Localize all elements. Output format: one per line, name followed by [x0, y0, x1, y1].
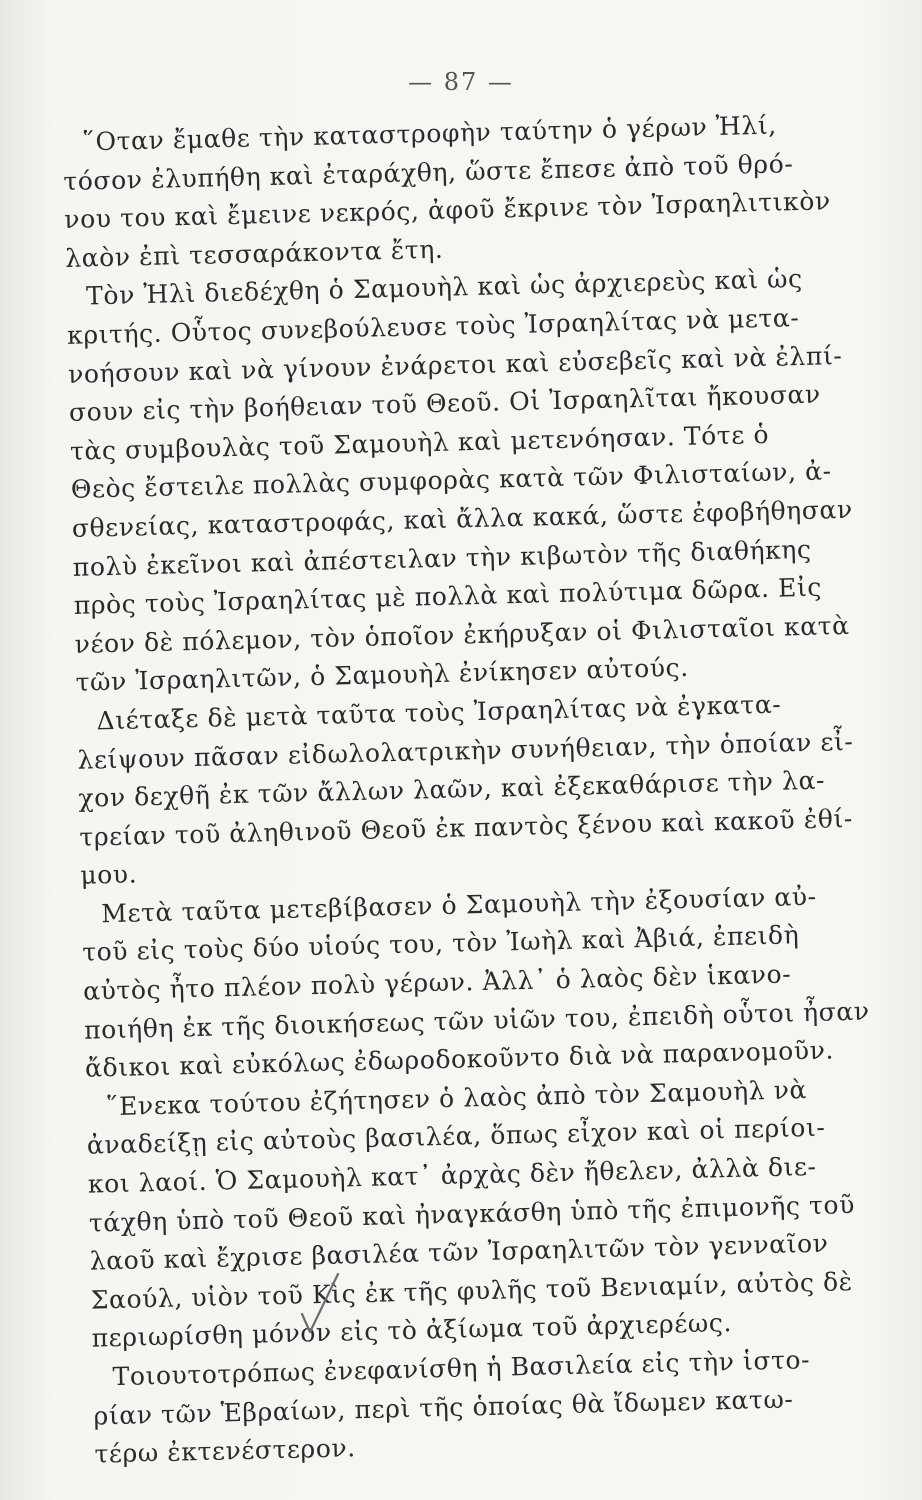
text-line: νοήσουν καὶ νὰ γίνουν ἐνάρετοι καὶ εὐσεβεῖς καὶ νὰ ἐλπί-: [67, 340, 843, 389]
text-line: λείψουν πᾶσαν εἰδωλολατρικὴν συνήθειαν, τὴν ὁποίαν εἶ-: [77, 726, 854, 775]
text-line: χον δεχθῆ ἐκ τῶν ἄλλων λαῶν, καὶ ἐξεκαθάρισε τὴν λα-: [78, 765, 826, 813]
text-line: κοι λαοί. Ὁ Σαμουὴλ κατ᾿ ἀρχὰς δὲν ἤθελεν, ἀλλὰ διε-: [87, 1151, 817, 1199]
text-line: Μετὰ ταῦτα μετεβίβασεν ὁ Σαμουὴλ τὴν ἐξουσίαν αὐ-: [100, 881, 817, 929]
text-line: τὰς συμβουλὰς τοῦ Σαμουὴλ καὶ μετενόησαν. Τότε ὁ: [69, 419, 770, 466]
text-line: Σαούλ, υἱὸν τοῦ Κὶς ἐκ τῆς φυλῆς τοῦ Βενιαμίν, αὐτὸς δὲ: [90, 1266, 854, 1315]
text-line: μου.: [80, 859, 138, 891]
text-line: ποιήθη ἐκ τῆς διοικήσεως τῶν υἱῶν του, ἐπειδὴ οὗτοι ἦσαν: [83, 996, 870, 1045]
body-text: [62, 106, 870, 1474]
text-line: σουν εἰς τὴν βοήθειαν τοῦ Θεοῦ. Οἱ Ἰσραηλῖται ἤκουσαν: [68, 379, 822, 428]
text-line: λαὸν ἐπὶ τεσσαράκοντα ἔτη.: [64, 234, 444, 273]
text-line: τόσον ἐλυπήθη καὶ ἐταράχθη, ὥστε ἔπεσε ἀπὸ τοῦ θρό-: [63, 148, 794, 196]
text-line: Τὸν Ἠλὶ διεδέχθη ὁ Σαμουὴλ καὶ ὡς ἀρχιερεὺς καὶ ὡς: [85, 264, 804, 311]
text-line: τῶν Ἰσραηλιτῶν, ὁ Σαμουὴλ ἐνίκησεν αὐτούς.: [75, 653, 690, 698]
text-line: λαοῦ καὶ ἔχρισε βασιλέα τῶν Ἰσραηλιτῶν τὸν γενναῖον: [89, 1228, 829, 1276]
text-line: Τοιουτοτρόπως ἐνεφανίσθη ἡ Βασιλεία εἰς τὴν ἱστο-: [112, 1345, 811, 1392]
text-line: περιωρίσθη μόνον εἰς τὸ ἀξίωμα τοῦ ἀρχιερέως.: [91, 1308, 733, 1354]
text-line: πολὺ ἐκεῖνοι καὶ ἀπέστειλαν τὴν κιβωτὸν τῆς διαθήκης: [72, 534, 812, 582]
text-line: Θεὸς ἔστειλε πολλὰς συμφορὰς κατὰ τῶν Φιλισταίων, ἀ-: [70, 456, 832, 505]
text-line: πρὸς τοὺς Ἰσραηλίτας μὲ πολλὰ καὶ πολύτιμα δῶρα. Εἰς: [73, 572, 823, 620]
pencil-check-mark-icon: [298, 1270, 342, 1340]
text-line: κριτής. Οὗτος συνεβούλευσε τοὺς Ἰσραηλίτας νὰ μετα-: [66, 303, 800, 350]
page-number: — 87 —: [408, 68, 514, 96]
text-line: τέρω ἐκτενέστερον.: [94, 1433, 357, 1469]
text-line: ρίαν τῶν Ἑβραίων, περὶ τῆς ὁποίας θὰ ἴδωμεν κατω-: [93, 1384, 794, 1431]
text-line: νέον δὲ πόλεμον, τὸν ὁποῖον ἐκήρυξαν οἱ Φιλισταῖοι κατὰ: [74, 610, 850, 659]
text-line: νου του καὶ ἔμεινε νεκρός, ἀφοῦ ἔκρινε τὸν Ἰσραηλιτικὸν: [63, 186, 832, 235]
text-line: τοῦ εἰς τοὺς δύο υἱούς του, τὸν Ἰωὴλ καὶ Ἀβιά, ἐπειδὴ: [81, 920, 800, 968]
text-line: Διέταξε δὲ μετὰ ταῦτα τοὺς Ἰσραηλίτας νὰ ἐγκατα-: [96, 689, 782, 736]
text-line: ῞Οταν ἔμαθε τὴν καταστροφὴν ταύτην ὁ γέρων Ἠλί,: [82, 110, 778, 157]
text-line: τάχθη ὑπὸ τοῦ Θεοῦ καὶ ἠναγκάσθη ὑπὸ τῆς ἐπιμονῆς τοῦ: [88, 1189, 856, 1238]
text-line: σθενείας, καταστροφάς, καὶ ἄλλα κακά, ὥστε ἐφοβήθησαν: [71, 494, 854, 543]
text-line: ἀναδείξῃ εἰς αὐτοὺς βασιλέα, ὅπως εἶχον καὶ οἱ περίοι-: [86, 1113, 826, 1161]
text-line: ἄδικοι καὶ εὐκόλως ἐδωροδοκοῦντο διὰ νὰ παρανομοῦν.: [84, 1035, 835, 1083]
text-line: αὐτὸς ἦτο πλέον πολὺ γέρων. Ἀλλ᾿ ὁ λαὸς δὲν ἱκανο-: [82, 959, 792, 1006]
text-line: τρείαν τοῦ ἀληθινοῦ Θεοῦ ἐκ παντὸς ξένου καὶ κακοῦ ἐθί-: [79, 803, 854, 852]
text-line: ῞Ενεκα τούτου ἐζήτησεν ὁ λαὸς ἀπὸ τὸν Σαμουὴλ νὰ: [105, 1074, 808, 1122]
